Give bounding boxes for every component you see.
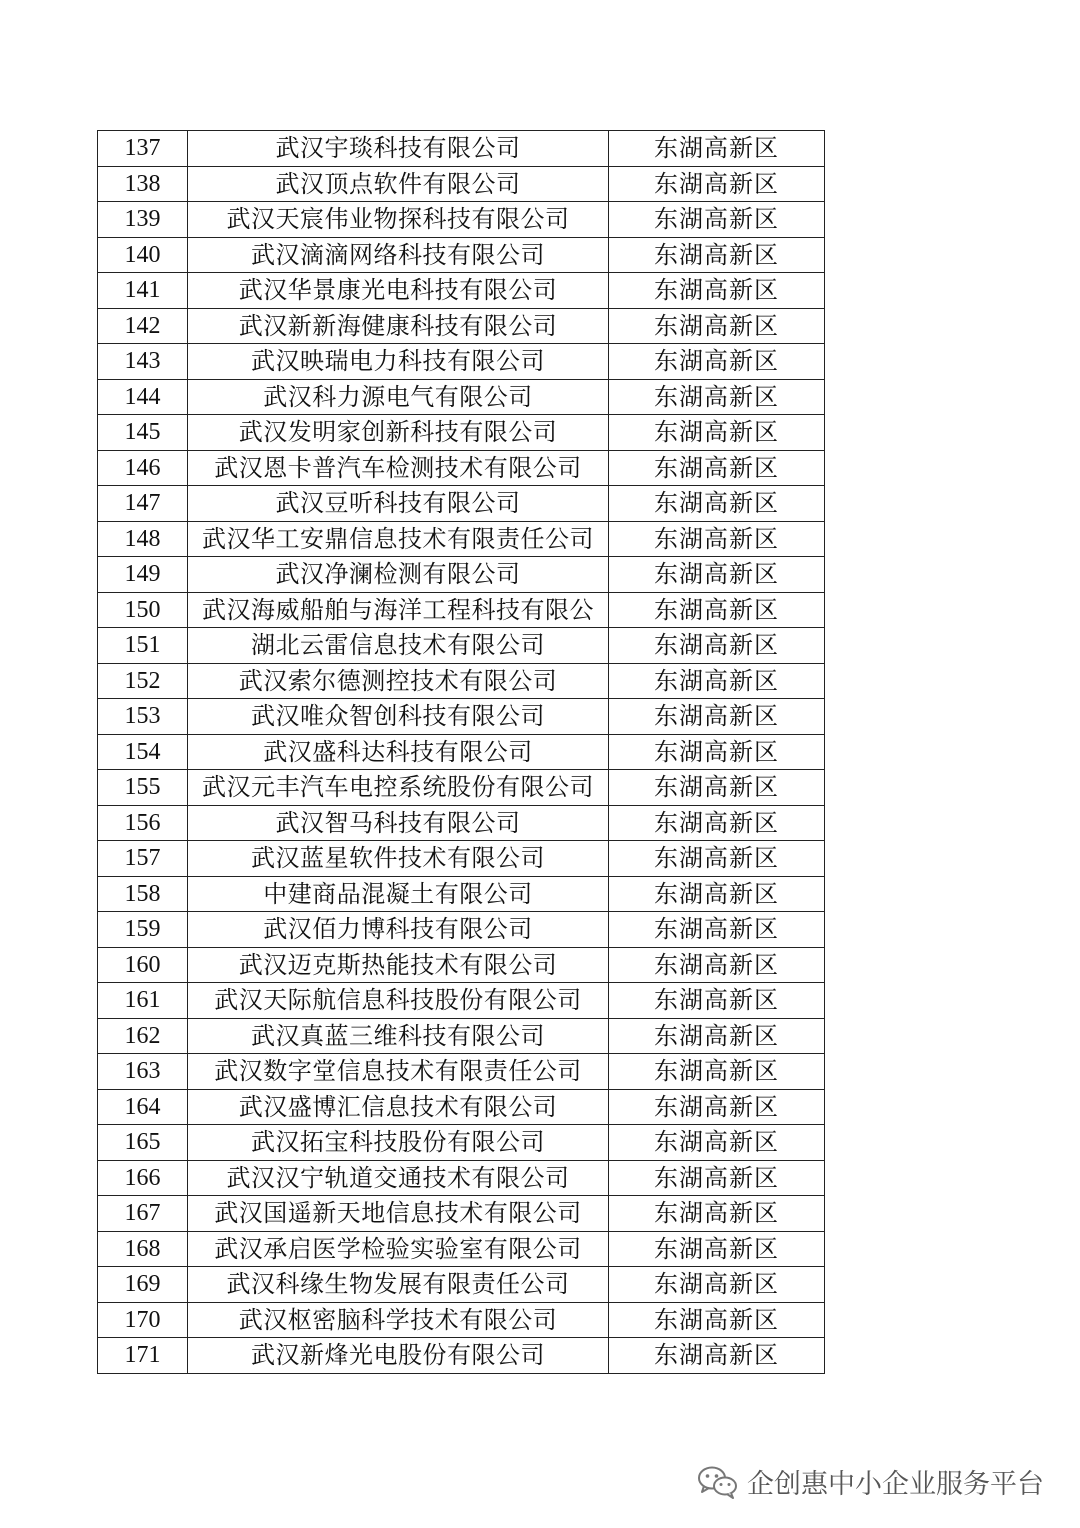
table-row (98, 166, 825, 202)
company-name: 武汉天际航信息科技股份有限公司 (188, 983, 609, 1019)
company-table-body (98, 131, 825, 1374)
table-row (98, 557, 825, 593)
row-number: 158 (98, 876, 188, 912)
table-row (98, 1267, 825, 1303)
row-number: 142 (98, 308, 188, 344)
company-name: 武汉新烽光电股份有限公司 (188, 1338, 609, 1374)
table-row (98, 1054, 825, 1090)
district-name: 东湖高新区 (609, 983, 825, 1019)
row-number: 148 (98, 521, 188, 557)
row-number: 151 (98, 628, 188, 664)
table-row (98, 379, 825, 415)
district-name: 东湖高新区 (609, 166, 825, 202)
district-name: 东湖高新区 (609, 805, 825, 841)
district-name: 东湖高新区 (609, 486, 825, 522)
company-name: 武汉国遥新天地信息技术有限公司 (188, 1196, 609, 1232)
company-name: 武汉华工安鼎信息技术有限责任公司 (188, 521, 609, 557)
company-table (97, 130, 825, 1374)
row-number: 141 (98, 273, 188, 309)
company-name: 武汉元丰汽车电控系统股份有限公司 (188, 770, 609, 806)
company-name: 武汉蓝星软件技术有限公司 (188, 841, 609, 877)
table-row (98, 912, 825, 948)
row-number: 169 (98, 1267, 188, 1303)
district-name: 东湖高新区 (609, 415, 825, 451)
district-name: 东湖高新区 (609, 841, 825, 877)
company-name: 武汉迈克斯热能技术有限公司 (188, 947, 609, 983)
row-number: 163 (98, 1054, 188, 1090)
district-name: 东湖高新区 (609, 876, 825, 912)
district-name: 东湖高新区 (609, 1338, 825, 1374)
company-name: 武汉数字堂信息技术有限责任公司 (188, 1054, 609, 1090)
table-row (98, 983, 825, 1019)
company-name: 武汉净澜检测有限公司 (188, 557, 609, 593)
company-name: 武汉拓宝科技股份有限公司 (188, 1125, 609, 1161)
table-row (98, 1302, 825, 1338)
district-name: 东湖高新区 (609, 1160, 825, 1196)
table-row (98, 344, 825, 380)
row-number: 157 (98, 841, 188, 877)
row-number: 140 (98, 237, 188, 273)
row-number: 156 (98, 805, 188, 841)
watermark-text: 企创惠中小企业服务平台 (747, 1469, 1044, 1500)
company-name: 武汉科力源电气有限公司 (188, 379, 609, 415)
table-row (98, 1231, 825, 1267)
company-name: 武汉宇琰科技有限公司 (188, 131, 609, 167)
company-name: 武汉豆听科技有限公司 (188, 486, 609, 522)
table-row (98, 663, 825, 699)
table-row (98, 841, 825, 877)
district-name: 东湖高新区 (609, 1054, 825, 1090)
district-name: 东湖高新区 (609, 202, 825, 238)
table-row (98, 876, 825, 912)
district-name: 东湖高新区 (609, 1302, 825, 1338)
company-name: 武汉汉宁轨道交通技术有限公司 (188, 1160, 609, 1196)
row-number: 150 (98, 592, 188, 628)
company-name: 武汉华景康光电科技有限公司 (188, 273, 609, 309)
table-row (98, 699, 825, 735)
row-number: 168 (98, 1231, 188, 1267)
company-name: 中建商品混凝土有限公司 (188, 876, 609, 912)
table-row (98, 521, 825, 557)
table-row (98, 628, 825, 664)
row-number: 164 (98, 1089, 188, 1125)
table-row (98, 202, 825, 238)
company-name: 武汉天宸伟业物探科技有限公司 (188, 202, 609, 238)
table-row (98, 1338, 825, 1374)
wechat-icon (697, 1465, 739, 1499)
row-number: 143 (98, 344, 188, 380)
district-name: 东湖高新区 (609, 344, 825, 380)
district-name: 东湖高新区 (609, 734, 825, 770)
company-name: 武汉唯众智创科技有限公司 (188, 699, 609, 735)
row-number: 160 (98, 947, 188, 983)
company-name: 武汉顶点软件有限公司 (188, 166, 609, 202)
company-name: 武汉新新海健康科技有限公司 (188, 308, 609, 344)
table-row (98, 1018, 825, 1054)
table-row (98, 770, 825, 806)
company-name: 武汉佰力博科技有限公司 (188, 912, 609, 948)
row-number: 165 (98, 1125, 188, 1161)
district-name: 东湖高新区 (609, 131, 825, 167)
district-name: 东湖高新区 (609, 947, 825, 983)
company-name: 武汉承启医学检验实验室有限公司 (188, 1231, 609, 1267)
table-row (98, 734, 825, 770)
company-name: 武汉枢密脑科学技术有限公司 (188, 1302, 609, 1338)
table-row (98, 805, 825, 841)
district-name: 东湖高新区 (609, 237, 825, 273)
row-number: 154 (98, 734, 188, 770)
row-number: 153 (98, 699, 188, 735)
district-name: 东湖高新区 (609, 521, 825, 557)
company-name: 武汉映瑞电力科技有限公司 (188, 344, 609, 380)
row-number: 171 (98, 1338, 188, 1374)
company-name: 武汉盛科达科技有限公司 (188, 734, 609, 770)
district-name: 东湖高新区 (609, 379, 825, 415)
row-number: 167 (98, 1196, 188, 1232)
district-name: 东湖高新区 (609, 308, 825, 344)
district-name: 东湖高新区 (609, 592, 825, 628)
table-row (98, 1089, 825, 1125)
row-number: 137 (98, 131, 188, 167)
district-name: 东湖高新区 (609, 1018, 825, 1054)
company-name: 武汉索尔德测控技术有限公司 (188, 663, 609, 699)
row-number: 161 (98, 983, 188, 1019)
district-name: 东湖高新区 (609, 628, 825, 664)
row-number: 145 (98, 415, 188, 451)
district-name: 东湖高新区 (609, 273, 825, 309)
district-name: 东湖高新区 (609, 1231, 825, 1267)
company-name: 武汉海威船舶与海洋工程科技有限公 (188, 592, 609, 628)
row-number: 138 (98, 166, 188, 202)
district-name: 东湖高新区 (609, 1196, 825, 1232)
table-row (98, 592, 825, 628)
district-name: 东湖高新区 (609, 912, 825, 948)
row-number: 159 (98, 912, 188, 948)
table-row (98, 273, 825, 309)
company-name: 武汉科缘生物发展有限责任公司 (188, 1267, 609, 1303)
table-row (98, 1125, 825, 1161)
row-number: 166 (98, 1160, 188, 1196)
table-row (98, 308, 825, 344)
table-row (98, 947, 825, 983)
company-name: 武汉发明家创新科技有限公司 (188, 415, 609, 451)
table-row (98, 1160, 825, 1196)
table-row (98, 415, 825, 451)
row-number: 170 (98, 1302, 188, 1338)
company-name: 湖北云雷信息技术有限公司 (188, 628, 609, 664)
row-number: 149 (98, 557, 188, 593)
row-number: 152 (98, 663, 188, 699)
table-row (98, 486, 825, 522)
company-name: 武汉智马科技有限公司 (188, 805, 609, 841)
district-name: 东湖高新区 (609, 450, 825, 486)
company-name: 武汉恩卡普汽车检测技术有限公司 (188, 450, 609, 486)
district-name: 东湖高新区 (609, 1267, 825, 1303)
row-number: 146 (98, 450, 188, 486)
watermark (697, 1462, 1044, 1501)
district-name: 东湖高新区 (609, 663, 825, 699)
company-name: 武汉滴滴网络科技有限公司 (188, 237, 609, 273)
company-name: 武汉盛博汇信息技术有限公司 (188, 1089, 609, 1125)
table-row (98, 1196, 825, 1232)
district-name: 东湖高新区 (609, 1089, 825, 1125)
row-number: 139 (98, 202, 188, 238)
district-name: 东湖高新区 (609, 1125, 825, 1161)
district-name: 东湖高新区 (609, 557, 825, 593)
table-row (98, 450, 825, 486)
district-name: 东湖高新区 (609, 770, 825, 806)
row-number: 162 (98, 1018, 188, 1054)
row-number: 155 (98, 770, 188, 806)
district-name: 东湖高新区 (609, 699, 825, 735)
row-number: 144 (98, 379, 188, 415)
company-name: 武汉真蓝三维科技有限公司 (188, 1018, 609, 1054)
row-number: 147 (98, 486, 188, 522)
table-row (98, 237, 825, 273)
table-row (98, 131, 825, 167)
